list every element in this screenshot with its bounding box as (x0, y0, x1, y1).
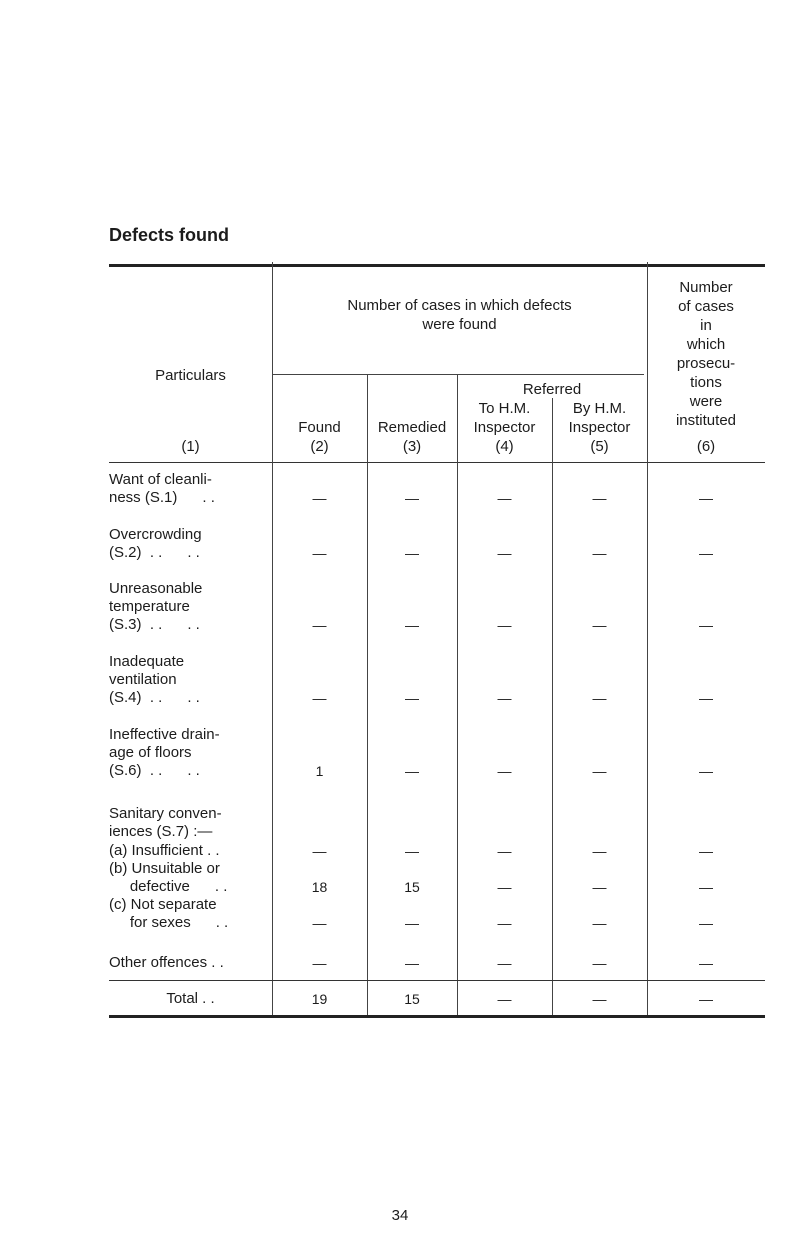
found-header: Found (298, 419, 341, 436)
cell-separate-remedied: — (405, 915, 419, 931)
cell-unsuitable-by-hm: — (592, 879, 607, 895)
cell-temperature-by-hm: — (592, 617, 607, 633)
to-hm-line1: To H.M. (478, 400, 531, 417)
cell-separate-prosecutions: — (699, 915, 713, 931)
total-label: Total . . (166, 990, 215, 1007)
cell-temperature-remedied: — (405, 617, 419, 633)
by-hm-line2: Inspector (568, 419, 631, 436)
cell-cleanliness-prosecutions: — (699, 490, 713, 506)
total-found: 19 (311, 991, 328, 1007)
row-label-separate-1: (c) Not separate (109, 896, 217, 913)
col-divider-1 (272, 262, 273, 1016)
remedied-number: (3) (402, 438, 422, 455)
cell-drainage-to-hm: — (497, 763, 512, 779)
row-label-overcrowding-2: (S.2) . . . . (109, 544, 200, 561)
cell-unsuitable-found: 18 (311, 879, 328, 895)
prosecutions-line4: which (686, 336, 726, 353)
col-divider-5 (647, 262, 648, 1016)
to-hm-number: (4) (495, 438, 514, 455)
cell-temperature-found: — (312, 617, 327, 633)
remedied-header: Remedied (377, 419, 447, 436)
cell-ventilation-to-hm: — (497, 690, 512, 706)
row-label-unsuitable-1: (b) Unsuitable or (109, 860, 220, 877)
cell-insufficient-remedied: — (405, 843, 419, 859)
page-number: 34 (391, 1207, 409, 1224)
prosecutions-number: (6) (696, 438, 716, 455)
cell-other-to-hm: — (497, 955, 512, 971)
row-label-sanitary-2: iences (S.7) :— (109, 823, 213, 840)
col1-number: (1) (181, 438, 200, 455)
found-number: (2) (310, 438, 329, 455)
top-rule (109, 264, 765, 267)
total-top-rule (109, 980, 765, 981)
cell-unsuitable-prosecutions: — (699, 879, 713, 895)
row-label-sanitary-1: Sanitary conven- (109, 805, 222, 822)
cell-separate-found: — (312, 915, 327, 931)
row-label-temperature-1: Unreasonable (109, 580, 203, 597)
cell-overcrowding-prosecutions: — (699, 545, 713, 561)
cell-cleanliness-found: — (312, 490, 327, 506)
row-label-temperature-2: temperature (109, 598, 190, 615)
cell-overcrowding-to-hm: — (497, 545, 512, 561)
cell-other-found: — (312, 955, 327, 971)
prosecutions-line2: of cases (678, 298, 734, 315)
total-remedied: 15 (404, 991, 420, 1007)
prosecutions-line1: Number (679, 279, 733, 296)
cell-overcrowding-by-hm: — (592, 545, 607, 561)
header-bottom-rule (109, 462, 765, 463)
cell-temperature-to-hm: — (497, 617, 512, 633)
group-header-line1: Number of cases in which defects (347, 297, 572, 314)
row-label-overcrowding-1: Overcrowding (109, 526, 202, 543)
prosecutions-line6: tions (690, 374, 722, 391)
cell-insufficient-prosecutions: — (699, 843, 713, 859)
cell-drainage-found: 1 (315, 763, 324, 779)
cell-temperature-prosecutions: — (699, 617, 713, 633)
total-by-hm: — (592, 991, 607, 1007)
group-header-line2: were found (422, 316, 497, 333)
total-to-hm: — (497, 991, 512, 1007)
row-label-ventilation-2: ventilation (109, 671, 177, 688)
row-label-cleanliness-2: ness (S.1) . . (109, 489, 215, 506)
total-prosecutions: — (699, 991, 713, 1007)
by-hm-line1: By H.M. (572, 400, 627, 417)
row-label-cleanliness-1: Want of cleanli- (109, 471, 212, 488)
prosecutions-line8: instituted (675, 412, 737, 429)
row-label-drainage-1: Ineffective drain- (109, 726, 220, 743)
cell-separate-to-hm: — (497, 915, 512, 931)
cell-ventilation-prosecutions: — (699, 690, 713, 706)
cell-ventilation-remedied: — (405, 690, 419, 706)
row-label-insufficient: (a) Insufficient . . (109, 842, 220, 859)
prosecutions-line7: were (689, 393, 723, 410)
cell-separate-by-hm: — (592, 915, 607, 931)
cell-insufficient-to-hm: — (497, 843, 512, 859)
cell-insufficient-by-hm: — (592, 843, 607, 859)
cell-other-prosecutions: — (699, 955, 713, 971)
cell-insufficient-found: — (312, 843, 327, 859)
page-title: Defects found (109, 225, 230, 245)
cell-cleanliness-by-hm: — (592, 490, 607, 506)
row-label-drainage-3: (S.6) . . . . (109, 762, 200, 779)
row-label-separate-2: for sexes . . (109, 914, 229, 931)
to-hm-line2: Inspector (473, 419, 536, 436)
row-label-ventilation-3: (S.4) . . . . (109, 689, 200, 706)
cell-drainage-by-hm: — (592, 763, 607, 779)
group-underline (272, 374, 644, 375)
row-label-temperature-3: (S.3) . . . . (109, 616, 200, 633)
bottom-rule (109, 1015, 765, 1018)
cell-drainage-remedied: — (405, 763, 419, 779)
particulars-header: Particulars (155, 367, 226, 384)
cell-other-remedied: — (405, 955, 419, 971)
row-label-unsuitable-2: defective . . (109, 878, 228, 895)
row-label-drainage-2: age of floors (109, 744, 192, 761)
row-label-other-offences: Other offences . . (109, 954, 224, 971)
cell-ventilation-found: — (312, 690, 327, 706)
cell-overcrowding-found: — (312, 545, 327, 561)
cell-unsuitable-to-hm: — (497, 879, 512, 895)
referred-header: Referred (522, 381, 582, 398)
cell-ventilation-by-hm: — (592, 690, 607, 706)
prosecutions-line3: in (700, 317, 712, 334)
prosecutions-line5: prosecu- (676, 355, 736, 372)
cell-overcrowding-remedied: — (405, 545, 419, 561)
cell-other-by-hm: — (592, 955, 607, 971)
cell-cleanliness-remedied: — (405, 490, 419, 506)
cell-drainage-prosecutions: — (699, 763, 713, 779)
row-label-ventilation-1: Inadequate (109, 653, 185, 670)
by-hm-number: (5) (590, 438, 609, 455)
cell-unsuitable-remedied: 15 (404, 879, 420, 895)
cell-cleanliness-to-hm: — (497, 490, 512, 506)
